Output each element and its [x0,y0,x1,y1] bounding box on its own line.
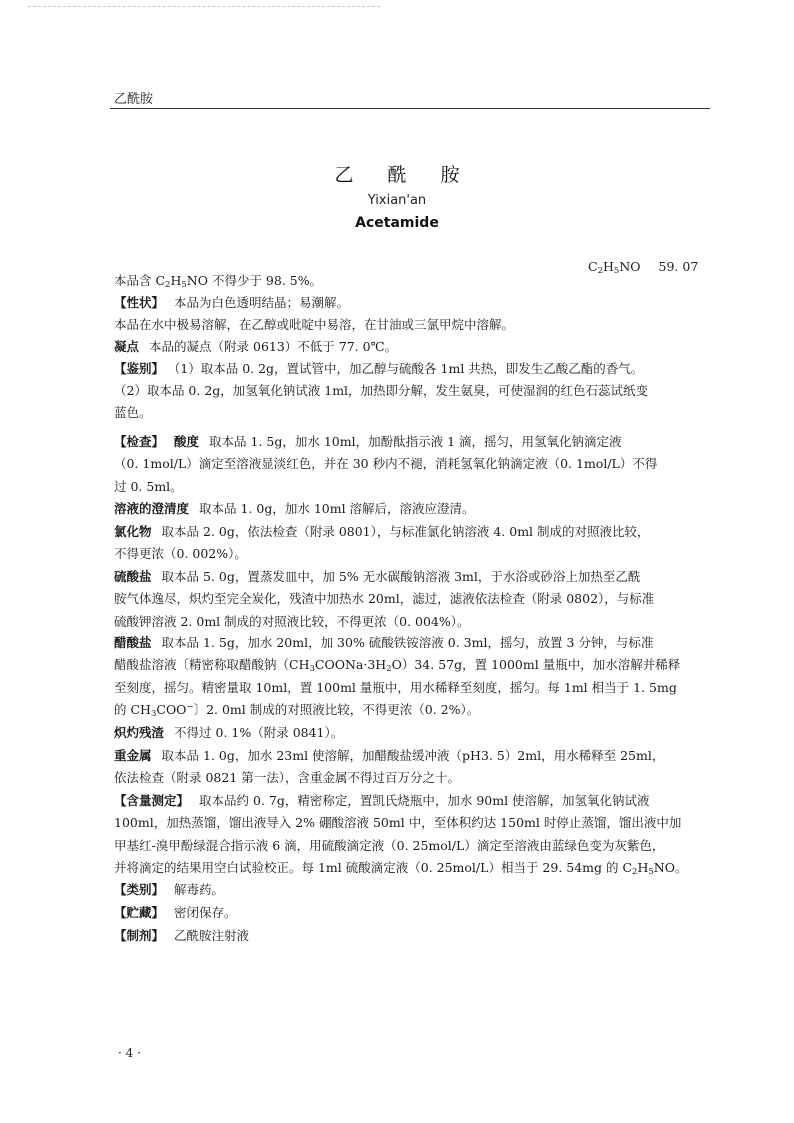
section-category: 【类别】 解毒药。 [114,882,225,897]
identification-test-2: （2）取本品 0. 2g，加氢氧化钠试液 1ml，加热即分解，发生氨臭，可使湿润的红色石蕊试纸变 蓝色。 [114,383,649,421]
molecular-weight: 59. 07 [658,259,699,274]
section-label: 【性状】 [114,295,165,310]
test-residue-on-ignition: 炽灼残渣 不得过 0. 1%（附录 0841）。 [114,725,344,740]
test-heavy-metals: 重金属 取本品 1. 0g，加水 23ml 使溶解，加醋酸盐缓冲液（pH3. 5）2ml，用水稀释至 25ml， 依法检查（附录 0821 第一法），含重金属不得过百万分之十。 [114,748,665,786]
section-preparations: 【制剂】 乙酰胺注射液 [114,928,250,943]
subsection-label: 炽灼残渣 [114,725,165,740]
scan-edge-dash [28,6,380,7]
monograph-title-english: Acetamide [355,215,439,231]
section-label: 【鉴别】 [114,361,165,376]
running-header: 乙酰胺 [114,92,154,107]
section-label: 凝点 [114,339,140,354]
content-statement: 本品含 $C_2H_5NO$ 不得少于 98. 5%。 [114,273,323,290]
subsection-label: 重金属 [114,748,152,763]
section-characters: 【性状】 本品为白色透明结晶；易潮解。 [114,295,350,310]
subsection-label: 酸度 [174,434,200,449]
subsection-label: 硫酸盐 [114,569,152,584]
test-clarity: 溶液的澄清度 取本品 1. 0g，加水 10ml 溶解后，溶液应澄清。 [114,501,475,516]
section-tests-acidity: 【检查】 酸度 取本品 1. 5g，加水 10ml，加酚酞指示液 1 滴，摇匀，用氢氧化钠滴定液 （0. 1mol/L）滴定至溶液显淡红色，并在 30 秒内不褪，消耗氢氧化钠滴定液（0. 1mol/L）不得 过 0. 5ml。 [114,434,658,494]
page-number: · 4 · [118,1046,141,1060]
section-label: 【检查】 [114,434,165,449]
solubility-paragraph: 本品在水中极易溶解，在乙醇或吡啶中易溶，在甘油或三氯甲烷中溶解。 [114,317,515,332]
section-label: 【贮藏】 [114,905,165,920]
section-label: 【制剂】 [114,928,165,943]
test-acetate: 醋酸盐 取本品 1. 5g，加水 20ml，加 30% 硫酸铁铵溶液 0. 3ml，摇匀，放置 3 分钟，与标准 醋酸盐溶液〔精密称取醋酸钠$(CH_3COONa\cdot 3H_2O)34$. 57g，置 1000ml 量瓶中，加水溶解并稀释 至刻度，摇匀。精密量取 10ml，置 100ml 量瓶中，用水稀释至刻度，摇匀。每 1ml 相当于 1. 5mg 的 $CH_3COO^-$〕2. 0ml 制成的对照液比较，不得更浓（0. 2%）。 [114,635,681,719]
section-identification: 【鉴别】 （1）取本品 0. 2g，置试管中，加乙醇与硫酸各 1ml 共热，即发生乙酸乙酯的香气。 [114,361,644,376]
test-sulfate: 硫酸盐 取本品 5. 0g，置蒸发皿中，加 5% 无水碳酸钠溶液 3ml，于水浴或砂浴上加热至乙酰 胺气体逸尽，炽灼至完全炭化，残渣中加热水 20ml，滤过，滤液依法检查（附录 0802），与标准 硫酸钾溶液 2. 0ml 制成的对照液比较，不得更浓（0. 004%）。 [114,569,655,629]
test-chloride: 氯化物 取本品 2. 0g，依法检查（附录 0801），与标准氯化钠溶液 4. 0ml 制成的对照液比较， 不得更浓（0. 002%）。 [114,524,650,562]
monograph-title-chinese: 乙 酰 胺 [334,164,474,186]
section-assay: 【含量测定】 取本品约 0. 7g，精密称定，置凯氏烧瓶中，加水 90ml 使溶解，加氢氧化钠试液 100ml，加热蒸馏，馏出液导入 2% 硼酸溶液 50ml 中，至体积约达 150ml 时停止蒸馏，馏出液中加 甲基红-溴甲酚绿混合指示液 6 滴，用硫酸滴定液（0. 25mol/L）滴定至溶液由蓝绿色变为灰紫色， 并将滴定的结果用空白试验校正。每 1ml 硫酸滴定液（0. 25mol/L）相当于 29. 54mg 的 $C_2H_5NO$。 [114,793,688,877]
section-storage: 【贮藏】 密闭保存。 [114,905,237,920]
section-label: 【类别】 [114,882,165,897]
header-rule [110,108,710,109]
subsection-label: 氯化物 [114,524,152,539]
section-congealing-point: 凝点 本品的凝点（附录 0613）不低于 77. 0℃。 [114,339,398,354]
subsection-label: 溶液的澄清度 [114,501,190,516]
section-label: 【含量测定】 [114,793,190,808]
subsection-label: 醋酸盐 [114,635,152,650]
monograph-title-pinyin: Yixian'an [367,193,427,208]
molecular-formula: $C_2H_5NO$ 59. 07 [588,259,699,276]
